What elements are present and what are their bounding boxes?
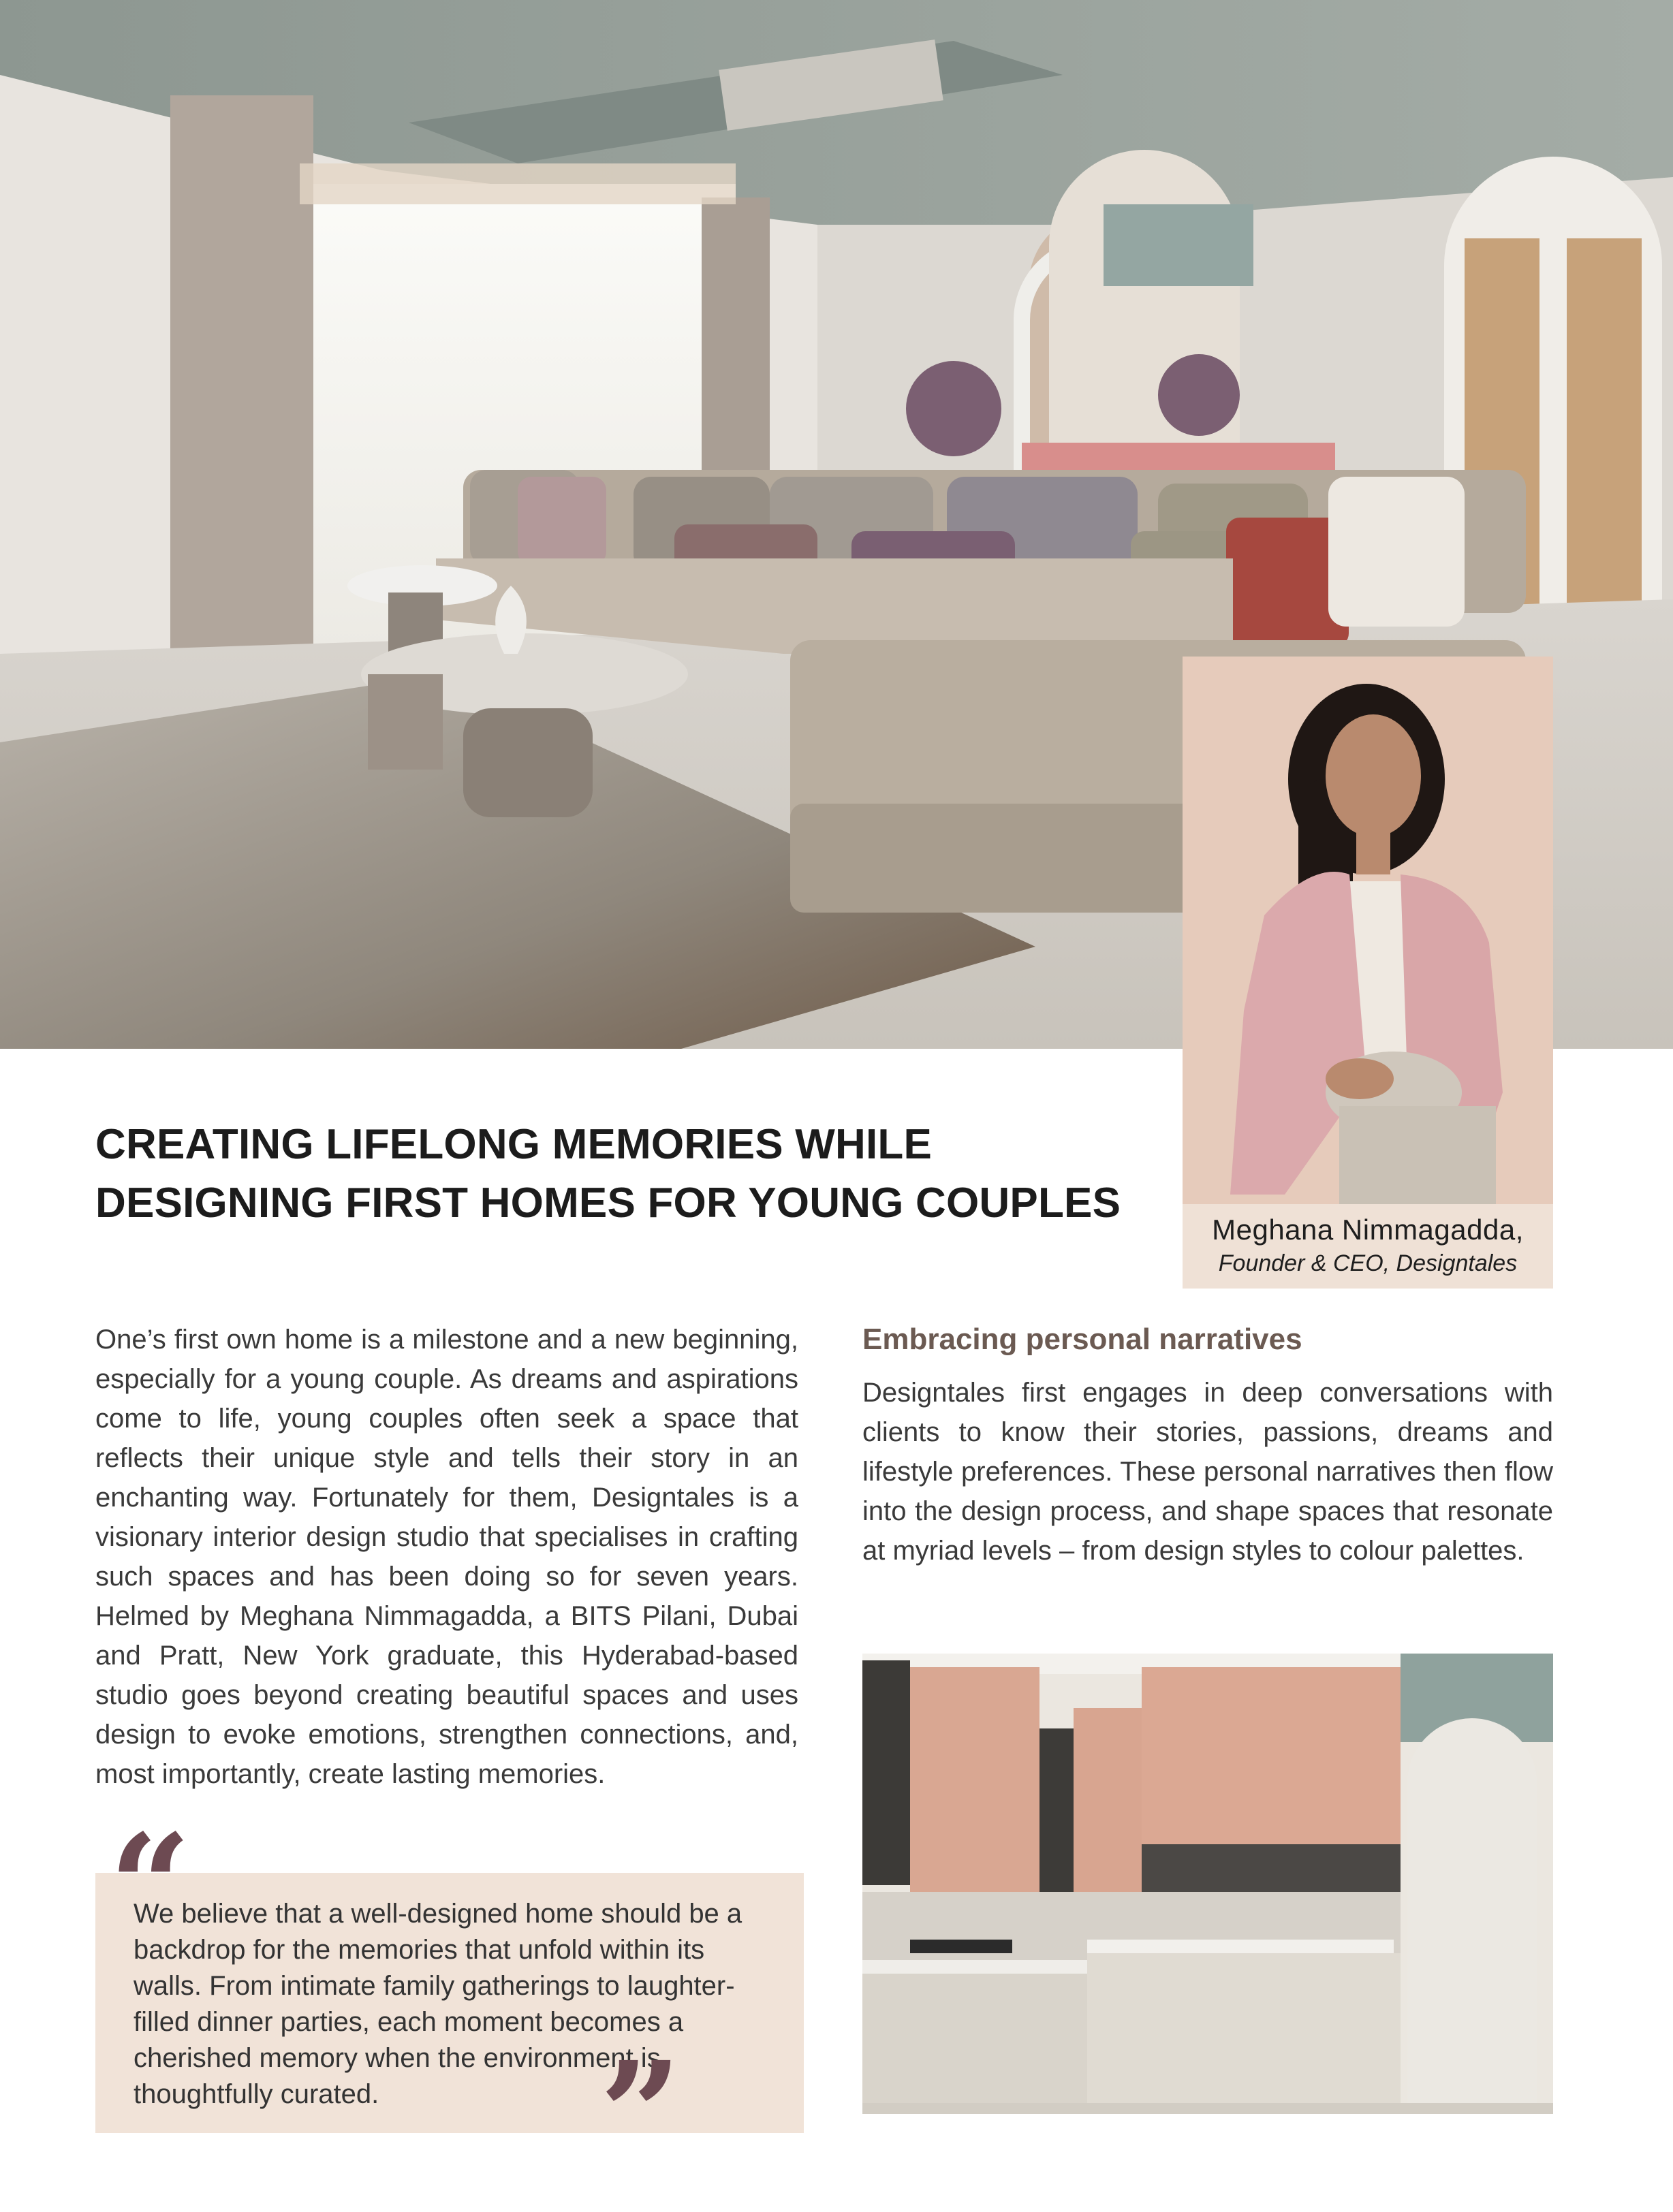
intro-paragraph: One’s first own home is a milestone and a new beginning, especially for a young couple. As dreams and aspirations come to life, young couples often seek a space that reflects their unique style and tells their story in an enchanting way. Fortunately for them, Designtales is a visionary interior design studio that specialises in crafting such spaces and has been doing so for seven years. Helmed by Meghana Nimmagadda, a BITS Pilani, Dubai and Pratt, New York graduate, this Hyderabad-based studio goes beyond creating beautiful spaces and uses design to evoke emotions, strengthen connections, and, most importantly, create lasting memories.: [95, 1325, 798, 1789]
section-paragraph: Designtales first engages in deep conversations with clients to know their stories, passions, dreams and lifestyle preferences. These personal narratives then flow into the design process, and shape spaces that resonate at myriad levels – from design styles to colour palettes.: [862, 1378, 1553, 1566]
open-quote-mark-icon: “: [109, 1803, 191, 1971]
founder-portrait-photo: [1183, 657, 1553, 1289]
portrait-illustration: [1183, 657, 1553, 1204]
portrait-caption: [1183, 1204, 1553, 1289]
founder-role: Founder & CEO, Designtales: [1218, 1250, 1518, 1276]
pull-quote-text: We believe that a well-designed home should be a backdrop for the memories that unfold within its walls. From intimate family gatherings to laughter-filled dinner parties, each moment becomes a cherished memory when the environment is thoughtfully curated.: [134, 1899, 742, 2109]
section-heading: Embracing personal narratives: [862, 1323, 1302, 1356]
headline-line-2: DESIGNING FIRST HOMES FOR YOUNG COUPLES: [95, 1180, 1121, 1227]
kitchen-photo: [862, 1654, 1553, 2114]
article-headline: [95, 1116, 1185, 1233]
kitchen-illustration: [862, 1654, 1553, 2114]
founder-name: Meghana Nimmagadda,: [1212, 1214, 1524, 1246]
close-quote-mark-icon: ”: [599, 2030, 682, 2198]
headline-line-1: CREATING LIFELONG MEMORIES WHILE: [95, 1121, 932, 1168]
